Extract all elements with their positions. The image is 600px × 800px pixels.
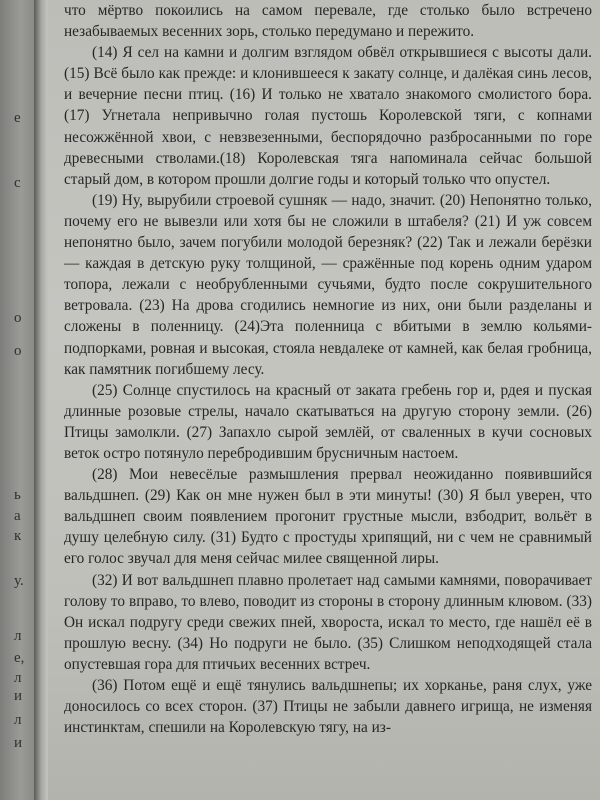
margin-fragment: о xyxy=(14,310,22,326)
paragraph: (19) Ну, вырубили строевой сушняк — надо, значит. (20) Непонятно только, почему его не вывезли или хотя бы не сложили в штабеля? (21) И уж совсем непонятно было, зачем погубили молодой березняк? (22) Так и лежали берёзки — каждая в детскую руку толщиной, — сражённые под корень одним ударом топора, лежали с необрубленными сучьями, будто после сокрушительного ветровала. (23) На дрова сгодились немногие из них, они были разделаны и сложены в поленницу. (24)Эта поленница с вбитыми в землю кольями-подпорками, ровная и высокая, стояла невдалеке от камней, как белая гробница, как памятник погибшему лесу. xyxy=(64,191,592,378)
paragraph: (36) Потом ещё и ещё тянулись вальдшнепы; их хорканье, раня слух, уже доносилось со всех сторон. (37) Птицы не забыли давнего игрища, не изменяя инстинктам, спешили на Королевскую тягу, на из- xyxy=(64,677,592,737)
margin-fragment: л xyxy=(14,628,22,644)
paragraph: (14) Я сел на камни и долгим взглядом обвёл открывшиеся с высоты дали. (15) Всё было как прежде: и клонившееся к закату солнце, и далёкая синь лесов, и вечерние песни птиц. (16) И только не хватало знакомого смолистого бора. (17) Угнетала непривычно голая пустошь Королевской тяги, с копнами несожжённой хвои, с невзвезенными, беспорядочно разбросанными по горе древесными стволами.(18) Королевская тяга напоминала сейчас большой старый дом, в котором прошли долгие годы и который только что опустел. xyxy=(64,44,592,188)
margin-fragment: л xyxy=(14,712,22,728)
margin-fragment: и xyxy=(14,735,23,751)
paragraph: (28) Мои невесёлые размышления прервал неожиданно появившийся вальдшнеп. (29) Как он мне нужен был в эти минуты! (30) Я был уверен, что вальдшнеп своим появлением прогонит грустные мысли, взбодрит, вольёт в душу целебную силу. (31) Будто с простуды хрипящий, ни с чем не сравнимый его голос звучал для меня сейчас милее священной лиры. xyxy=(64,466,592,568)
paragraph: (32) И вот вальдшнеп плавно пролетает над самыми камнями, поворачивает голову то вправо, то влево, поводит из стороны в сторону длинным клювом. (33) Он искал подругу среди свежих пней, хворостa, искал то место, где нашёл её в прошлую весну. (34) Но подруги не было. (35) Слишком неподходящей стала опустевшая гора для птичьих весенних встреч. xyxy=(64,571,592,673)
margin-fragment: о xyxy=(14,343,22,359)
margin-fragment: л xyxy=(14,670,22,686)
margin-fragment: ь xyxy=(14,487,21,503)
paragraph: что мёртво покоились на самом перевале, где столько было встречено незабываемых весенних зорь, столько передумано и пережито. xyxy=(64,2,592,41)
margin-fragment: е, xyxy=(14,650,25,666)
left-page-edge xyxy=(0,0,34,800)
book-spine xyxy=(34,0,48,800)
margin-fragment: к xyxy=(14,528,22,544)
margin-fragment: и xyxy=(14,688,23,704)
paragraph: (25) Солнце спустилось на красный от заката гребень гор и, рдея и пуская длинные розовые стрелы, начало скатываться на другую сторону земли. (26) Птицы замолкли. (27) Запахло сырой землёй, от сваленных в кучи сосновых веток остро потянуло перебродившим брусничным настоем. xyxy=(64,381,592,462)
margin-fragment: а xyxy=(14,508,21,524)
margin-fragment: с xyxy=(14,175,21,191)
book-page xyxy=(48,0,600,800)
margin-fragment: е xyxy=(14,110,21,126)
page-text xyxy=(64,0,592,738)
margin-fragment: у. xyxy=(14,573,24,589)
